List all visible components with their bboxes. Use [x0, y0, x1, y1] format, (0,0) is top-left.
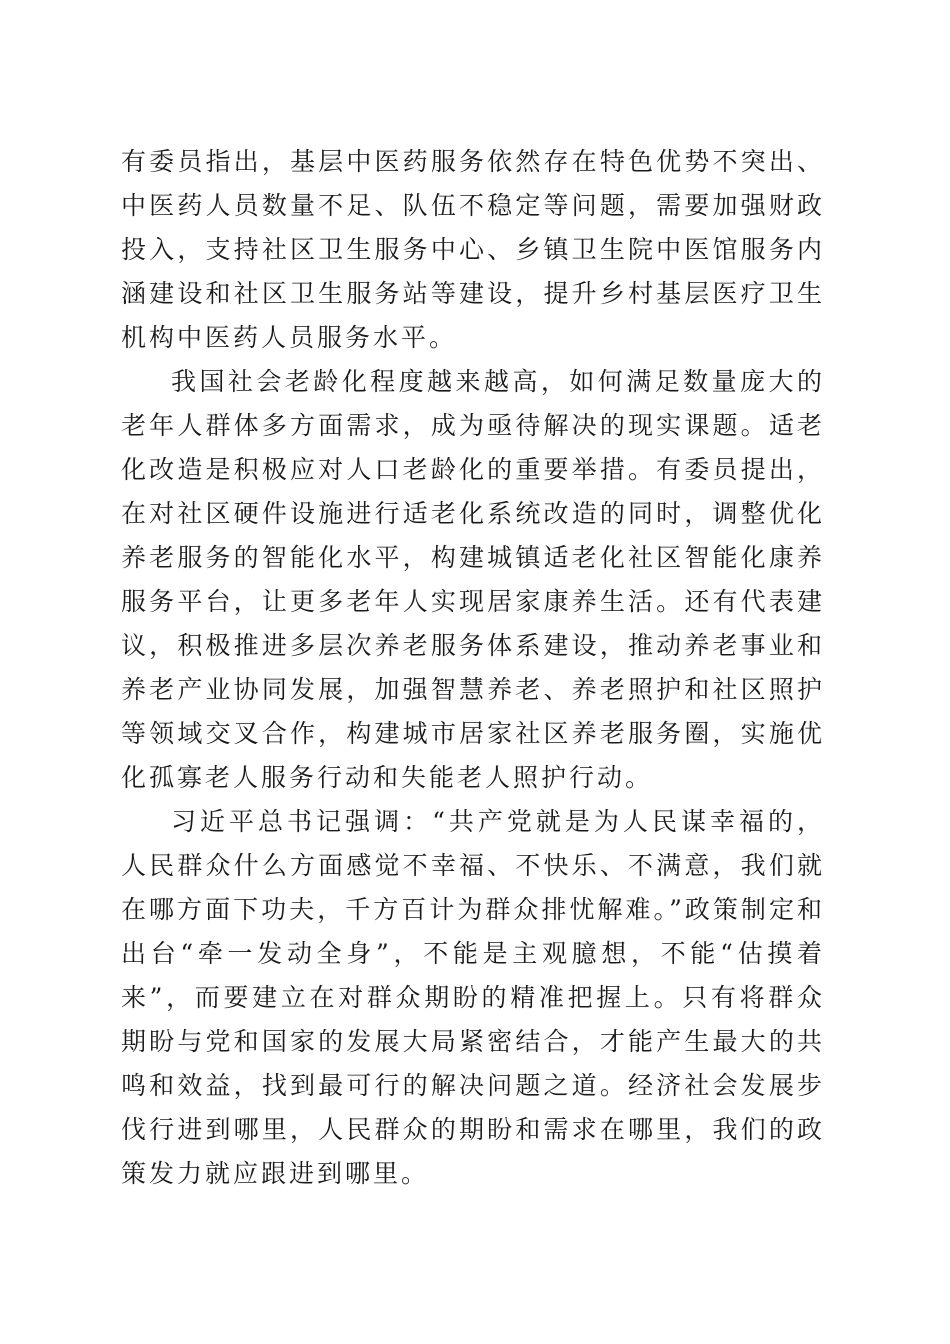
document-page: [121, 140, 825, 1196]
paragraph-tcm-services: 有委员指出，基层中医药服务依然存在特色优势不突出、中医药人员数量不足、队伍不稳定等问题，需要加强财政投入，支持社区卫生服务中心、乡镇卫生院中医馆服务内涵建设和社区卫生服务站等建设，提升乡村基层医疗卫生机构中医药人员服务水平。: [121, 147, 825, 352]
paragraph-people-expectations: 习近平总书记强调：“共产党就是为人民谋幸福的，人民群众什么方面感觉不幸福、不快乐、不满意，我们就在哪方面下功夫，千方百计为群众排忧解难。”政策制定和出台“牵一发动全身”，不能是主观臆想，不能“估摸着来”，而要建立在对群众期盼的精准把握上。只有将群众期盼与党和国家的发展大局紧密结合，才能产生最大的共鸣和效益，找到最可行的解决问题之道。经济社会发展步伐行进到哪里，人民群众的期盼和需求在哪里，我们的政策发力就应跟进到哪里。: [121, 807, 825, 1188]
paragraph-aging-society: 我国社会老龄化程度越来越高，如何满足数量庞大的老年人群体多方面需求，成为亟待解决的现实课题。适老化改造是积极应对人口老龄化的重要举措。有委员提出，在对社区硬件设施进行适老化系统改造的同时，调整优化养老服务的智能化水平，构建城镇适老化社区智能化康养服务平台，让更多老年人实现居家康养生活。还有代表建议，积极推进多层次养老服务体系建设，推动养老事业和养老产业协同发展，加强智慧养老、养老照护和社区照护等领域交叉合作，构建城市居家社区养老服务圈，实施优化孤寡老人服务行动和失能老人照护行动。: [121, 367, 825, 792]
